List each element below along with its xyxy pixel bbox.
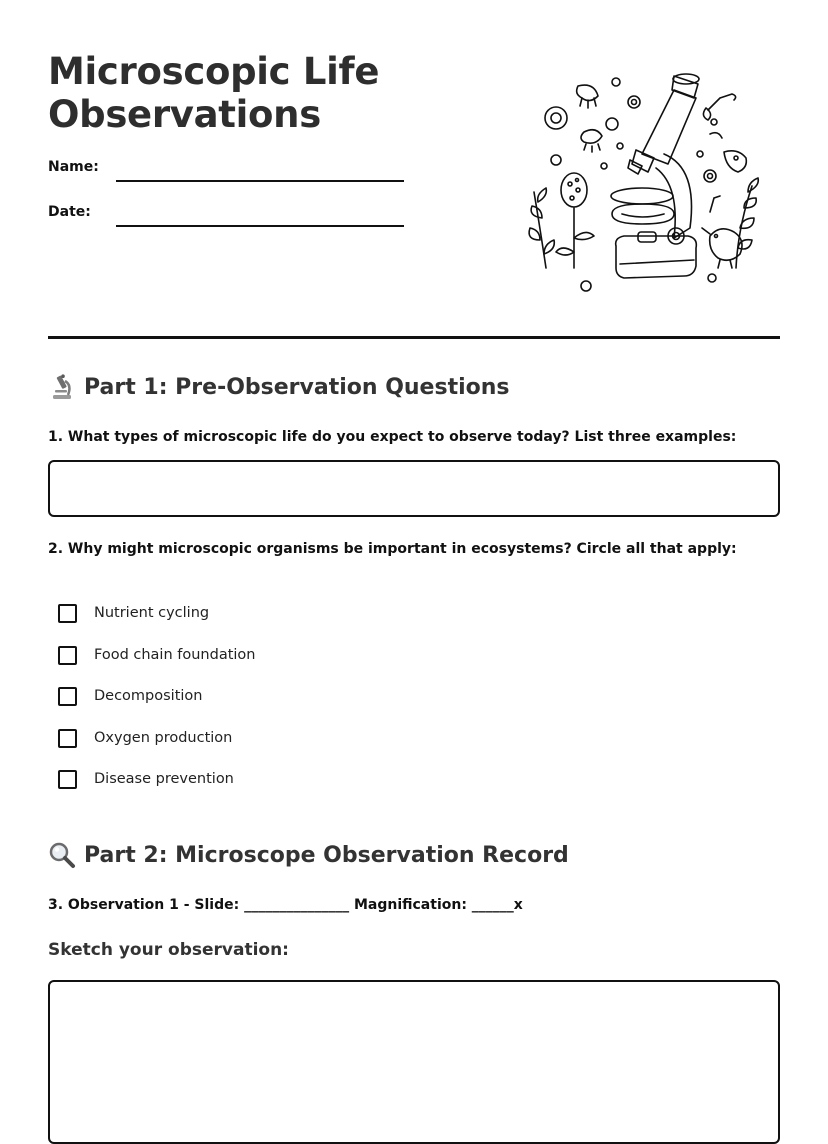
title-line-2: Observations — [48, 93, 321, 136]
option-food-chain-foundation[interactable] — [58, 642, 255, 684]
option-label: Nutrient cycling — [94, 605, 210, 621]
part2-heading-text: Part 2: Microscope Observation Record — [84, 842, 569, 868]
date-field[interactable] — [116, 225, 404, 227]
option-label: Decomposition — [94, 688, 203, 704]
checkbox[interactable] — [58, 770, 77, 789]
date-label: Date: — [48, 204, 91, 220]
option-label: Oxygen production — [94, 729, 233, 746]
option-decomposition[interactable] — [58, 683, 255, 725]
title-line-1: Microscopic Life — [48, 50, 380, 93]
name-field[interactable] — [116, 180, 404, 182]
sketch-box[interactable] — [48, 980, 780, 1144]
part1-heading — [48, 373, 510, 401]
question-3: 3. Observation 1 - Slide: _______________ Magnification: ______x — [48, 897, 523, 913]
checkbox[interactable] — [58, 729, 77, 748]
option-label: Disease prevention — [94, 771, 234, 787]
option-disease-prevention[interactable] — [58, 766, 255, 808]
magnifying-glass-icon — [48, 841, 76, 869]
options-checklist — [58, 600, 255, 808]
name-label: Name: — [48, 159, 99, 175]
question-1: 1. What types of microscopic life do you expect to observe today? List three examples: — [48, 429, 737, 445]
microscope-icon — [48, 373, 76, 401]
page-title — [48, 50, 468, 136]
part2-heading — [48, 841, 569, 869]
checkbox[interactable] — [58, 604, 77, 623]
answer-box-1[interactable] — [48, 460, 780, 517]
option-label: Food chain foundation — [94, 646, 256, 663]
microscope-illustration — [524, 68, 768, 294]
checkbox[interactable] — [58, 646, 77, 665]
option-oxygen-production[interactable] — [58, 725, 255, 767]
checkbox[interactable] — [58, 687, 77, 706]
question-2: 2. Why might microscopic organisms be important in ecosystems? Circle all that apply: — [48, 541, 737, 557]
section-divider — [48, 336, 780, 339]
sketch-heading: Sketch your observation: — [48, 940, 289, 960]
option-nutrient-cycling[interactable] — [58, 600, 255, 642]
part1-heading-text: Part 1: Pre-Observation Questions — [84, 374, 510, 400]
